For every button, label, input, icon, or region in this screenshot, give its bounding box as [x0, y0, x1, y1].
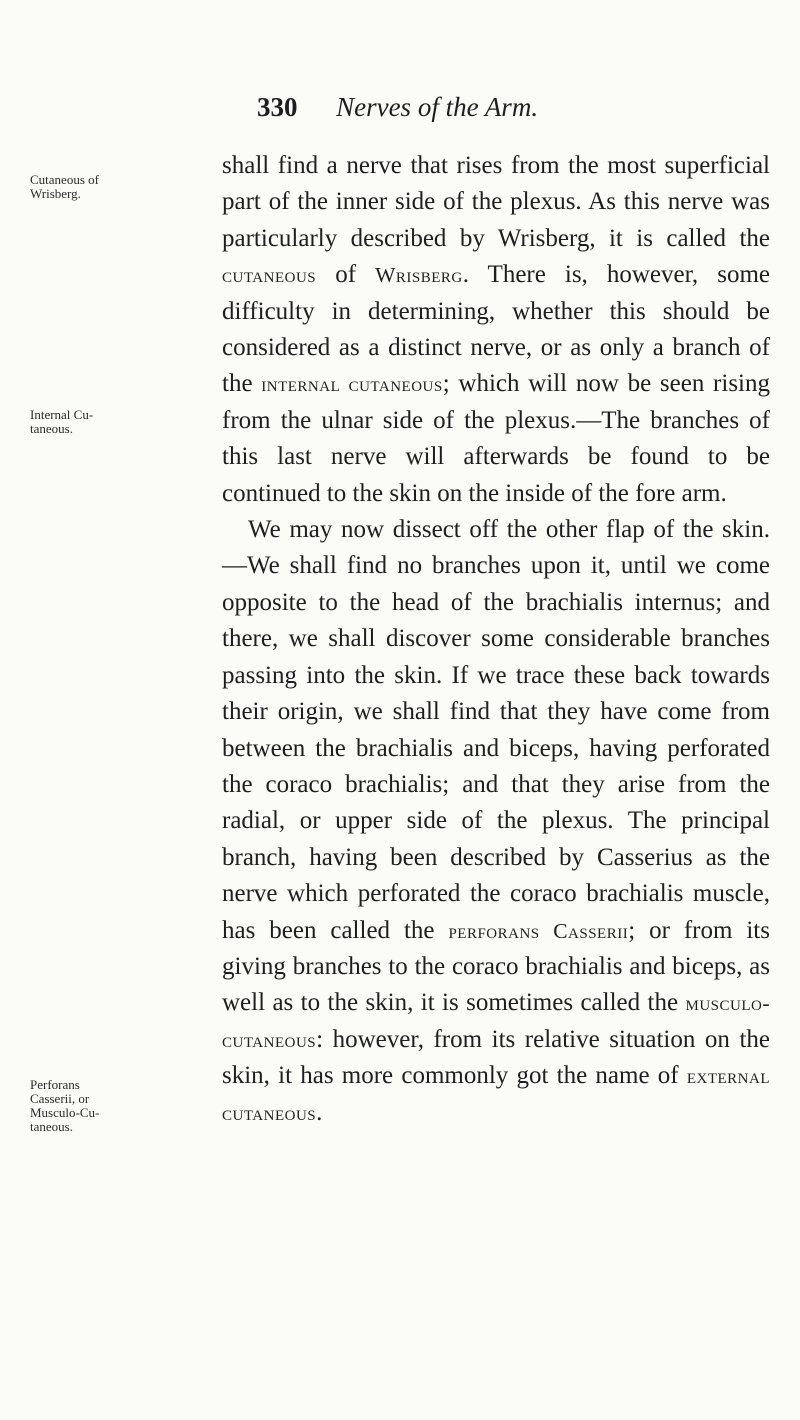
small-caps-term: external cutaneous [222, 1064, 770, 1125]
text-run: . There is, however, some difficulty in determining, whether this should be considered as a distinct nerve, or as only a branch of the [222, 261, 770, 398]
text-run: . [316, 1098, 323, 1126]
running-header [257, 92, 538, 123]
margin-note-line: Perforans [30, 1077, 80, 1092]
margin-note-cutaneous-wrisberg [30, 173, 210, 201]
small-caps-term: Wrisberg [375, 263, 463, 288]
small-caps-term: internal cutaneous [261, 372, 443, 397]
page-number: 330 [257, 92, 298, 122]
margin-note-line: taneous. [30, 1119, 73, 1134]
margin-note-line: taneous. [30, 421, 73, 436]
text-run: : however, from its relative situation on the skin, it has more commonly got the name of [222, 1025, 770, 1090]
text-run: ; or from its giving branches to the coraco brachialis and biceps, as well as to the skin, it is sometimes called the [222, 916, 770, 1017]
margin-note-line: Casserii, or [30, 1091, 90, 1106]
small-caps-term: musculo-cutaneous [222, 991, 770, 1052]
margin-note-internal-cutaneous [30, 408, 210, 436]
margin-note-line: Wrisberg. [30, 186, 81, 201]
text-run: of [316, 261, 376, 289]
paragraph-2 [222, 512, 770, 1131]
text-run: shall find a nerve that rises from the most superficial part of the inner side of the plexus. As this nerve was particularly described by Wrisberg, it is called the [222, 152, 770, 252]
margin-note-line: Cutaneous of [30, 172, 99, 187]
margin-note-line: Internal Cu- [30, 407, 94, 422]
paragraph-1 [222, 148, 770, 512]
body-text [222, 148, 770, 1131]
margin-note-perforans-casserii [30, 1078, 210, 1134]
text-run: We may now dissect off the other flap of the skin.—We shall find no branches upon it, until we come opposite to the head of the brachialis internus; and there, we shall discover some considerable branches passing into the skin. If we trace these back towards their origin, we shall find that they have come from between the brachialis and biceps, having perforated the coraco brachialis; and that they arise from the radial, or upper side of the plexus. The principal branch, having been described by Casserius as the nerve which perforated the coraco brachialis muscle, has been called the [222, 516, 770, 944]
small-caps-term: cutaneous [222, 263, 317, 288]
small-caps-term: perforans Casserii [448, 918, 629, 943]
margin-note-line: Musculo-Cu- [30, 1105, 100, 1120]
running-title: Nerves of the Arm. [336, 92, 539, 122]
text-run: ; which will now be seen rising from the ulnar side of the plexus.—The branches of this last nerve will afterwards be found to be continued to the skin on the inside of the fore arm. [222, 370, 770, 507]
